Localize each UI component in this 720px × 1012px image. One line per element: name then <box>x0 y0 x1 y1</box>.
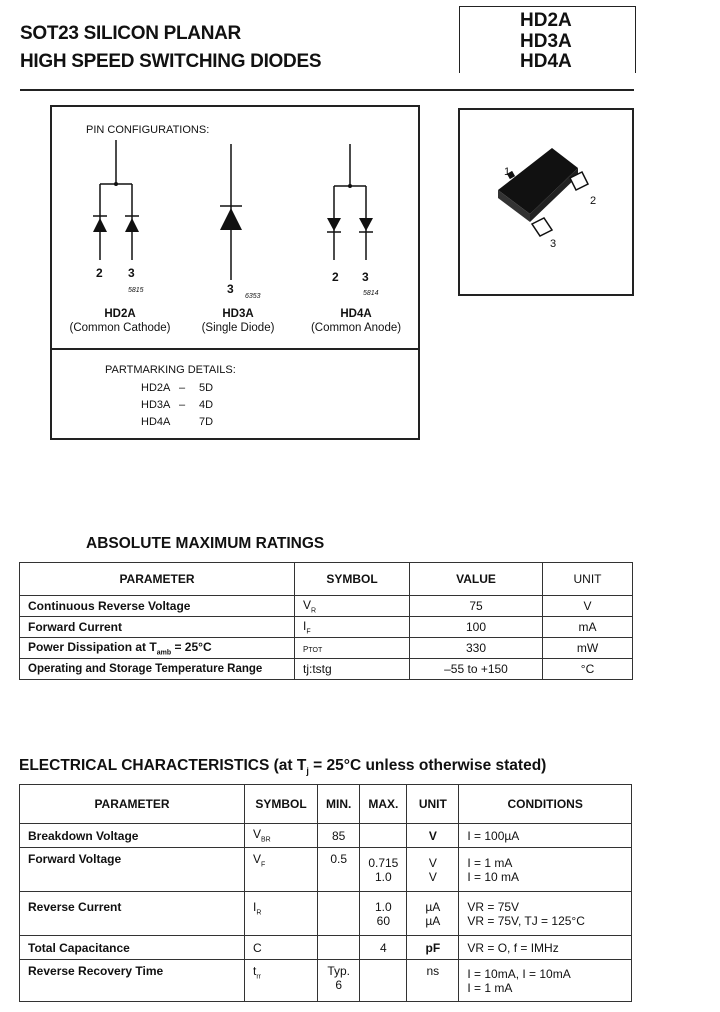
hd4a-name: HD4A <box>340 308 372 320</box>
hd4a-desc: (Common Anode) <box>310 321 402 334</box>
min-cell: 85 <box>318 824 360 848</box>
title-line-1: SOT23 SILICON PLANAR <box>20 23 241 44</box>
hd3a-label <box>183 308 293 336</box>
hd4a-diode-2 <box>327 218 341 231</box>
abs-max-header-row <box>20 563 633 596</box>
value-cell: 75 <box>410 596 543 617</box>
hd4a-label <box>297 308 415 336</box>
hd2a-pin-3: 3 <box>128 266 135 280</box>
table-row <box>20 659 633 680</box>
table-row <box>20 824 632 848</box>
unit-cell: °C <box>543 659 633 680</box>
symbol-cell: C <box>245 936 318 960</box>
param-cell: Operating and Storage Temperature Range <box>20 659 295 680</box>
param-cell: Forward Voltage <box>20 848 245 892</box>
package-pin-2: 2 <box>590 195 597 207</box>
table-row <box>20 892 632 936</box>
symbol-cell: tj:tstg <box>295 659 410 680</box>
max-cell: 1.0 60 <box>360 892 407 936</box>
header-divider <box>20 89 634 91</box>
unit-cell: V <box>407 824 459 848</box>
col-conditions: CONDITIONS <box>459 785 632 824</box>
conditions-cell: I = 10mA, I = 10mA I = 1 mA <box>459 960 632 1002</box>
col-symbol: SYMBOL <box>295 563 410 596</box>
package-pin-3: 3 <box>550 238 557 250</box>
conditions-cell: VR = 75V VR = 75V, TJ = 125°C <box>459 892 632 936</box>
abs-max-table <box>19 562 633 680</box>
max-cell <box>360 960 407 1002</box>
electrical-header-row <box>20 785 632 824</box>
value-cell: –55 to +150 <box>410 659 543 680</box>
conditions-cell: VR = O, f = IMHz <box>459 936 632 960</box>
partmarking-heading: PARTMARKING DETAILS: <box>105 364 236 376</box>
pin-config-heading: PIN CONFIGURATIONS: <box>86 124 210 136</box>
table-row <box>20 596 633 617</box>
unit-cell: mA <box>543 617 633 638</box>
hd2a-code: 5815 <box>128 287 144 294</box>
col-unit: UNIT <box>407 785 459 824</box>
value-cell: 100 <box>410 617 543 638</box>
unit-cell: V V <box>407 848 459 892</box>
hd2a-pin-2: 2 <box>96 266 103 280</box>
max-cell: 0.715 1.0 <box>360 848 407 892</box>
col-parameter: PARAMETER <box>20 785 245 824</box>
sot23-package-icon <box>460 110 632 294</box>
table-row <box>20 936 632 960</box>
hd2a-diode-3 <box>125 218 139 232</box>
hd2a-name: HD2A <box>104 308 136 320</box>
col-symbol: SYMBOL <box>245 785 318 824</box>
param-cell: Forward Current <box>20 617 295 638</box>
param-cell: Power Dissipation at $T_{amb} = 25^\circ C$ <box>20 638 295 659</box>
hd3a-name: HD3A <box>222 308 254 320</box>
hd4a-pin-3: 3 <box>362 270 369 284</box>
col-min: MIN. <box>318 785 360 824</box>
param-cell: Breakdown Voltage <box>20 824 245 848</box>
symbol-cell: $t_{rr}$ <box>245 960 318 1002</box>
param-cell: Reverse Recovery Time <box>20 960 245 1002</box>
max-cell <box>360 824 407 848</box>
param-cell: Reverse Current <box>20 892 245 936</box>
symbol-cell: $V_{BR}$ <box>245 824 318 848</box>
partmarking-list <box>141 380 213 431</box>
symbol-cell: PTOT <box>295 638 410 659</box>
table-row <box>20 617 633 638</box>
conditions-cell: I = 1 mA I = 10 mA <box>459 848 632 892</box>
min-cell <box>318 936 360 960</box>
electrical-heading: ELECTRICAL CHARACTERISTICS (at $T_j = 25^\circ C$ unless otherwise stated) <box>19 757 547 777</box>
col-value: VALUE <box>410 563 543 596</box>
table-row <box>20 638 633 659</box>
min-cell: 0.5 <box>318 848 360 892</box>
package-pin-1: 1 <box>504 166 511 178</box>
partmarking-item: HD2A – 5D <box>141 382 214 394</box>
partmarking-item: HD4A 7D <box>141 416 214 428</box>
unit-cell: V <box>543 596 633 617</box>
hd2a-desc: (Common Cathode) <box>69 321 171 334</box>
table-row <box>20 848 632 892</box>
unit-cell: pF <box>407 936 459 960</box>
pin-config-divider <box>51 348 419 350</box>
unit-cell: µA µA <box>407 892 459 936</box>
hd2a-label <box>60 308 180 336</box>
hd3a-code: 6353 <box>245 293 261 300</box>
symbol-cell: $I_F$ <box>295 617 410 638</box>
hd2a-diode-2 <box>93 218 107 232</box>
param-cell: Total Capacitance <box>20 936 245 960</box>
min-cell: Typ. 6 <box>318 960 360 1002</box>
hd4a-code: 5814 <box>363 290 379 297</box>
table-row <box>20 960 632 1002</box>
hd3a-diode <box>220 208 242 230</box>
conditions-cell: I = 100µA <box>459 824 632 848</box>
hd3a-pin-3: 3 <box>227 282 234 296</box>
part-number-hd4a: HD4A <box>520 51 572 72</box>
min-cell <box>318 892 360 936</box>
col-max: MAX. <box>360 785 407 824</box>
param-cell: Continuous Reverse Voltage <box>20 596 295 617</box>
col-parameter: PARAMETER <box>20 563 295 596</box>
unit-cell: ns <box>407 960 459 1002</box>
partmarking-item: HD3A – 4D <box>141 399 214 411</box>
title-line-2: HIGH SPEED SWITCHING DIODES <box>20 51 322 72</box>
symbol-cell: $I_R$ <box>245 892 318 936</box>
col-unit: UNIT <box>543 563 633 596</box>
part-number-hd3a: HD3A <box>520 31 572 52</box>
symbol-cell: $V_R$ <box>295 596 410 617</box>
hd4a-diode-3 <box>359 218 373 231</box>
part-number-hd2a: HD2A <box>520 10 572 31</box>
symbol-cell: $V_F$ <box>245 848 318 892</box>
max-cell: 4 <box>360 936 407 960</box>
hd4a-pin-2: 2 <box>332 270 339 284</box>
unit-cell: mW <box>543 638 633 659</box>
electrical-table <box>19 784 632 1002</box>
abs-max-heading: ABSOLUTE MAXIMUM RATINGS <box>86 535 325 552</box>
hd3a-desc: (Single Diode) <box>201 321 275 334</box>
value-cell: 330 <box>410 638 543 659</box>
